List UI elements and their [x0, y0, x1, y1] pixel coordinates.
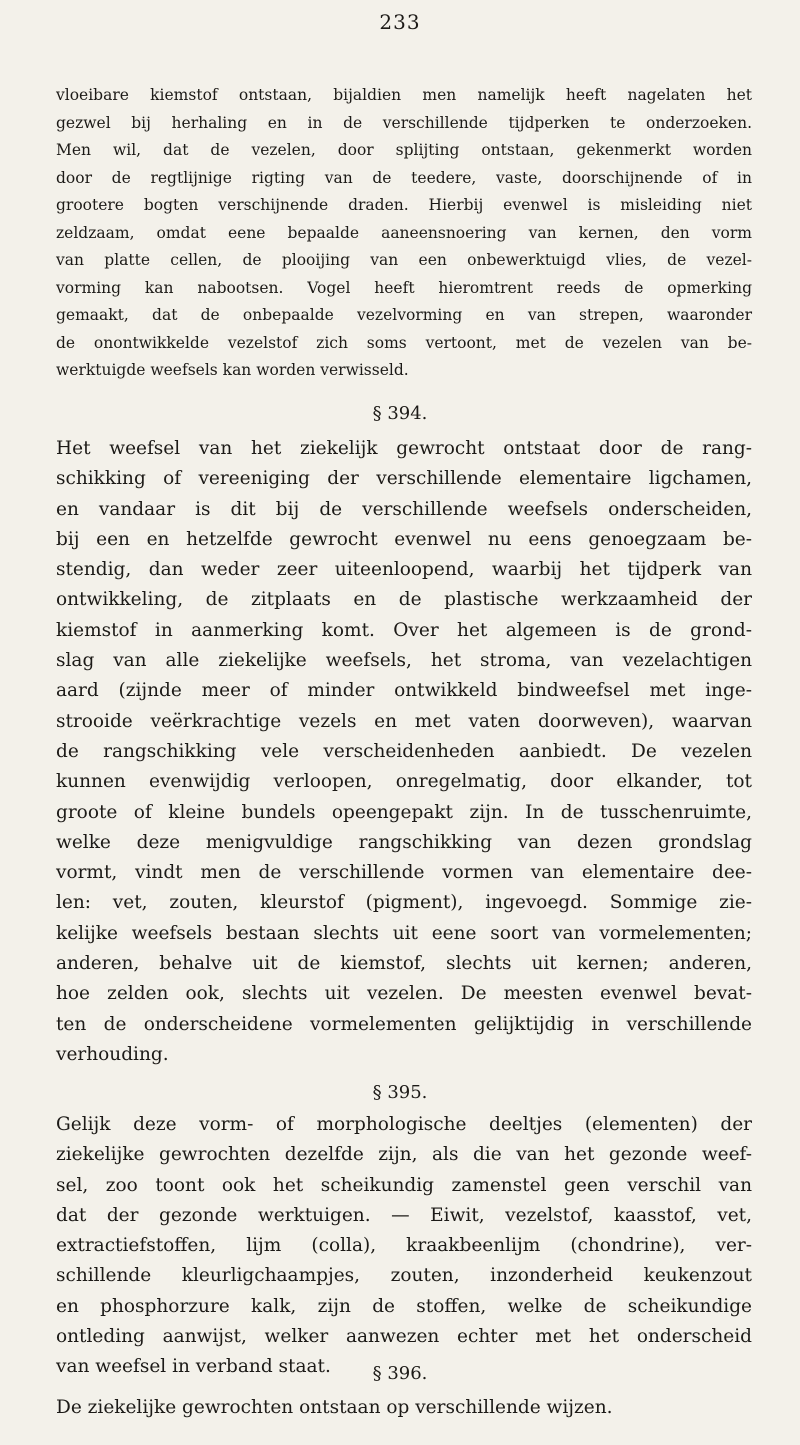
text-line: en vandaar is dit bij de verschillende weefsels onderscheiden, — [56, 498, 752, 520]
text-line: Het weefsel van het ziekelijk gewrocht ontstaat door de rang- — [56, 438, 752, 459]
section-heading-394: § 394. — [372, 403, 428, 424]
text-line: grootere bogten verschijnende draden. Hierbij evenwel is misleiding niet — [56, 196, 752, 214]
text-line: schikking of vereeniging der verschillende elementaire ligchamen, — [56, 468, 752, 490]
text-line: de rangschikking vele verscheidenheden aanbiedt. De vezelen — [56, 740, 752, 762]
text-line: door de regtlijnige rigting van de teedere, vaste, doorschijnende of in — [56, 168, 752, 187]
text-line: hoe zelden ook, slechts uit vezelen. De meesten evenwel bevat- — [56, 983, 752, 1005]
text-line: van weefsel in verband staat. — [56, 1356, 331, 1378]
text-line: extractiefstoffen, lijm (colla), kraakbeenlijm (chondrine), ver- — [56, 1235, 752, 1257]
text-line: De ziekelijke gewrochten ontstaan op verschillende wijzen. — [56, 1397, 613, 1418]
text-line: ten de onderscheidene vormelementen gelijktijdig in verschillende — [56, 1013, 752, 1035]
text-line: groote of kleine bundels opeengepakt zijn. In de tusschenruimte, — [56, 801, 752, 823]
text-line: Gelijk deze vorm- of morphologische deeltjes (elementen) der — [56, 1114, 752, 1135]
text-line: de onontwikkelde vezelstof zich soms vertoont, met de vezelen van be- — [56, 333, 752, 352]
text-line: ziekelijke gewrochten dezelfde zijn, als die van het gezonde weef- — [56, 1144, 752, 1166]
text-line: werktuigde weefsels kan worden verwisseld. — [56, 361, 409, 379]
text-line: kelijke weefsels bestaan slechts uit eene soort van vormelementen; — [56, 922, 752, 944]
text-line: dat der gezonde werktuigen. — Eiwit, vezelstof, kaasstof, vet, — [56, 1204, 752, 1226]
text-line: zeldzaam, omdat eene bepaalde aaneensnoering van kernen, den vorm — [56, 223, 752, 242]
paragraph-3 — [56, 1110, 752, 1383]
text-line: anderen, behalve uit de kiemstof, slechts uit kernen; anderen, — [56, 953, 752, 975]
text-line: schillende kleurligchaampjes, zouten, inzonderheid keukenzout — [56, 1265, 752, 1287]
text-line: sel, zoo toont ook het scheikundig zamenstel geen verschil van — [56, 1174, 752, 1196]
section-heading-395: § 395. — [372, 1082, 428, 1103]
text-line: ontwikkeling, de zitplaats en de plastische werkzaamheid der — [56, 589, 752, 611]
text-line: gemaakt, dat de onbepaalde vezelvorming en van strepen, waaronder — [56, 306, 752, 324]
paragraph-1 — [56, 82, 752, 385]
text-line: vloeibare kiemstof ontstaan, bijaldien men namelijk heeft nagelaten het — [56, 86, 752, 104]
text-line: vorming kan nabootsen. Vogel heeft hieromtrent reeds de opmerking — [56, 278, 752, 297]
text-line: vormt, vindt men de verschillende vormen van elementaire dee- — [56, 862, 752, 884]
text-line: welke deze menigvuldige rangschikking van dezen grondslag — [56, 831, 752, 853]
text-line: aard (zijnde meer of minder ontwikkeld bindweefsel met inge- — [56, 680, 752, 702]
section-heading-396: § 396. — [372, 1363, 428, 1384]
paragraph-2 — [56, 434, 752, 1070]
page-number: 233 — [379, 10, 421, 34]
text-line: Men wil, dat de vezelen, door splijting ontstaan, gekenmerkt worden — [56, 141, 752, 159]
text-line: bij een en hetzelfde gewrocht evenwel nu eens genoegzaam be- — [56, 528, 752, 550]
paragraph-4 — [56, 1393, 752, 1423]
text-line: van platte cellen, de plooijing van een onbewerktuigd vlies, de vezel- — [56, 251, 752, 269]
text-line: en phosphorzure kalk, zijn de stoffen, welke de scheikundige — [56, 1295, 752, 1317]
text-line: len: vet, zouten, kleurstof (pigment), ingevoegd. Sommige zie- — [56, 892, 752, 914]
text-line: verhouding. — [56, 1043, 169, 1065]
text-line: kiemstof in aanmerking komt. Over het algemeen is de grond- — [56, 619, 752, 641]
text-line: ontleding aanwijst, welker aanwezen echter met het onderscheid — [56, 1326, 752, 1348]
text-line: kunnen evenwijdig verloopen, onregelmatig, door elkander, tot — [56, 771, 752, 793]
text-line: stendig, dan weder zeer uiteenloopend, waarbij het tijdperk van — [56, 559, 752, 581]
text-line: slag van alle ziekelijke weefsels, het stroma, van vezelachtigen — [56, 650, 752, 672]
text-line: strooide veërkrachtige vezels en met vaten doorweven), waarvan — [56, 710, 752, 732]
text-line: gezwel bij herhaling en in de verschillende tijdperken te onderzoeken. — [56, 113, 752, 132]
